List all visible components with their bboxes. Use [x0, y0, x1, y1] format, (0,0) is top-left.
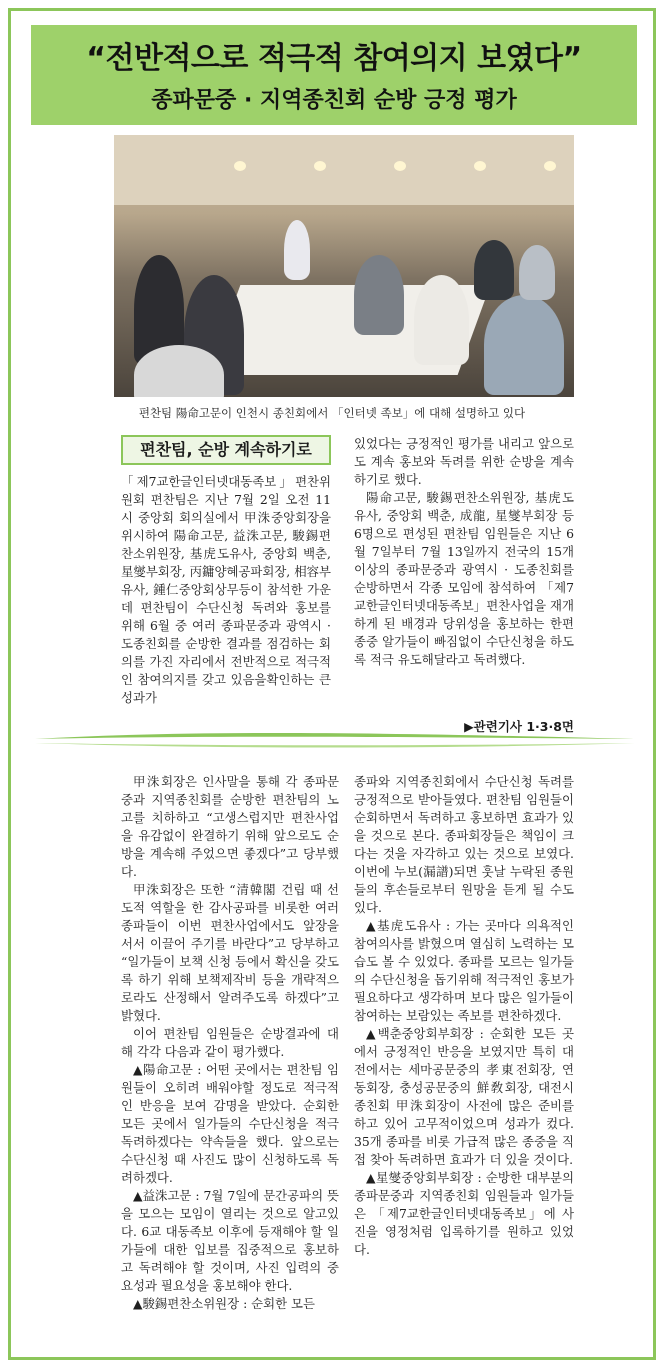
paragraph: ▲백춘중앙회부회장 : 순회한 모든 곳에서 긍정적인 반응을 보였지만 특히 대전에서는 세마공문중의 孝東전회장, 연동회장, 충성공문중의 鮮敎회장, 대전시종친회 甲洙회장이 사전에 많은 준비를 하고 있어 고무적이었으며 성과가 컸다. 35개 종파를 비롯 가급적 많은 종중을 직접 찾아 독려하면 효과가 더 있을 것이다.	[354, 1026, 574, 1167]
standing-speaker	[284, 220, 310, 280]
top-right-column	[354, 435, 574, 669]
meeting-photo	[114, 135, 574, 397]
photo-wall	[114, 135, 574, 205]
ceiling-light	[544, 161, 556, 171]
bottom-left-column	[121, 773, 339, 1313]
paragraph: 이어 편찬팀 임원들은 순방결과에 대해 각각 다음과 같이 평가했다.	[121, 1026, 339, 1059]
seated-person	[519, 245, 555, 300]
paragraph: 「제7교한글인터넷대동족보」편찬위원회 편찬팀은 지난 7월 2일 오전 11시 중앙회 회의실에서 甲洙중앙회장을 위시하여 陽命고문, 益洙고문, 駿錫편찬소위원장, 基虎도유사, 중앙회 백춘, 星燮부회장, 丙鏞양혜공파회장, 相容부유사, 鍾仁중앙회상무등이 참석한 가운데 편찬팀이 수단신청 독려와 홍보를 위해 6월 중 여러 종파문중과 광역시 · 도종친회를 순방한 결과를 점검하는 회의를 가진 자리에서 전반적으로 적극적인 참여의지를 갖고 있음을확인하는 큰 성과가	[121, 474, 331, 705]
paragraph: 있었다는 긍정적인 평가를 내리고 앞으로도 계속 홍보와 독려를 위한 순방을 계속하기로 했다.	[354, 436, 574, 487]
seated-person	[134, 345, 224, 397]
seated-person	[474, 240, 514, 300]
paragraph: 종파와 지역종친회에서 수단신청 독려를 긍정적으로 받아들였다. 편찬팀 임원들이 순회하면서 독려하고 홍보하면 효과가 있을 것으로 본다. 종파회장들은 책임이 크다는 것을 자각하고 있는 것으로 보였다. 이번에 누보(漏譜)되면 훗날 누락된 종원들의 후손들로부터 원망을 듣게 될 수도 있다.	[354, 774, 574, 915]
related-articles: ▶관련기사 1·3·8면	[464, 719, 574, 734]
bottom-right-column	[354, 773, 574, 1259]
seated-person	[414, 275, 469, 365]
top-left-column	[121, 473, 331, 707]
seated-person	[484, 295, 564, 395]
section-divider	[35, 727, 635, 757]
paragraph: ▲陽命고문 : 어떤 곳에서는 편찬팀 임원들이 오히려 배워야할 정도로 적극적인 반응을 보여 감명을 받았다. 순회한 모든 곳에서 일가들의 수단신청을 적극 독려하겠다는 약속들을 했다. 앞으로는 수단신청 때 사진도 많이 신청하도록 독려하겠다.	[121, 1062, 339, 1185]
newspaper-page	[8, 8, 656, 1360]
paragraph: ▲基虎도유사 : 가는 곳마다 의욕적인 참여의사를 밝혔으며 열심히 노력하는 모습도 볼 수 있었다. 종파를 모르는 일가들의 수단신청을 돕기위해 적극적인 홍보가 필요하다고 생각하며 보다 많은 일가들이 참여하는 보람있는 족보를 편찬하겠다.	[354, 918, 574, 1023]
paragraph: ▲星燮중앙회부회장 : 순방한 대부분의 종파문중과 지역종친회 임원들과 일가들은 「제7교한글인터넷대동족보」에 사진을 영정처럼 입록하기를 원하고 있었다.	[354, 1170, 574, 1257]
section-heading: 편찬팀, 순방 계속하기로	[121, 435, 331, 465]
ceiling-light	[474, 161, 486, 171]
paragraph: ▲益洙고문 : 7월 7일에 문간공파의 뜻을 모으는 모임이 열리는 것으로 알고있다. 6교 대동족보 이후에 등재해야 할 일가들에 대한 입보를 집중적으로 홍보하고 독려해야 할 것이며, 사진 입력의 중요성과 필요성을 홍보해야 한다.	[121, 1188, 339, 1293]
headline: “전반적으로 적극적 참여의지 보였다”	[86, 41, 582, 76]
photo-caption: 편찬팀 陽命고문이 인천시 종친회에서 「인터넷 족보」에 대해 설명하고 있다	[138, 406, 526, 420]
ceiling-light	[394, 161, 406, 171]
paragraph: 甲洙회장은 인사말을 통해 각 종파문중과 지역종친회를 순방한 편찬팀의 노고를 치하하고 “고생스럽지만 편찬사업을 유감없이 완결하기 위해 앞으로도 순방을 계속해 주었으면 좋겠다”고 당부했다.	[121, 774, 339, 879]
subheadline: 종파문중 · 지역종친회 순방 긍정 평가	[151, 88, 517, 113]
headline-banner	[31, 25, 637, 125]
paragraph: 陽命고문, 駿錫편찬소위원장, 基虎도유사, 중앙회 백춘, 成龍, 星燮부회장 등 6명으로 편성된 편찬팀 임원들은 지난 6월 7일부터 7월 13일까지 전국의 15개 이상의 종파문중과 광역시 · 도종친회를 순방하면서 각종 모임에 참석하여 「제7교한글인터넷대동족보」편찬사업을 재개하게 된 배경과 당위성을 홍보하는 한편 종중 알가들이 빠짐없이 수단신청을 하도록 적극 유도해달라고 독려했다.	[354, 490, 574, 667]
paragraph: ▲駿錫편찬소위원장 : 순회한 모든	[133, 1296, 315, 1311]
seated-person	[354, 255, 404, 335]
ceiling-light	[234, 161, 246, 171]
paragraph: 甲洙회장은 또한 “清韓閣 건립 때 선도적 역할을 한 감사공파를 비롯한 여러 종파들이 이번 편찬사업에서도 앞장을 서서 이끌어 주기를 바란다”고 당부하고 “일가들이 보책 신청 등에서 확신을 갖도록 하기 위해 보책제작비 등을 개략적으로라도 산정해서 알려주도록 하겠다”고 밝혔다.	[121, 882, 339, 1023]
ceiling-light	[314, 161, 326, 171]
